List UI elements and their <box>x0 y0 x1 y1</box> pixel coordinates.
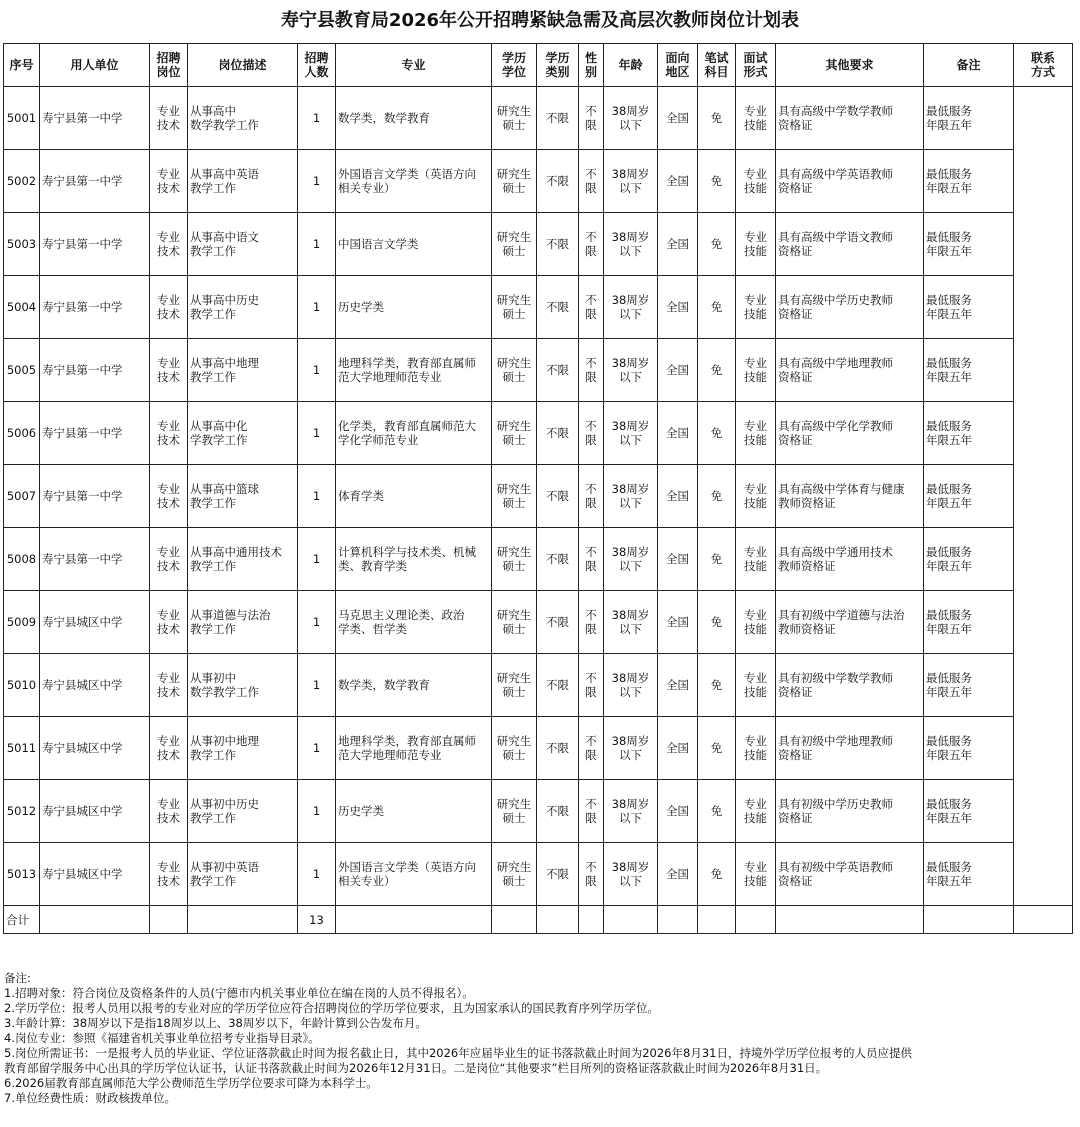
header-gender: 性 别 <box>579 44 604 87</box>
note-cell: 最低服务 年限五年 <box>924 780 1014 843</box>
age-cell: 38周岁 以下 <box>604 339 658 402</box>
gender-cell: 不 限 <box>579 276 604 339</box>
desc-cell: 从事初中 数学教学工作 <box>188 654 298 717</box>
seq-cell: 5006 <box>4 402 40 465</box>
total-empty-cell <box>776 906 924 934</box>
header-other: 其他要求 <box>776 44 924 87</box>
table-row <box>4 213 1073 276</box>
recruitment-table <box>3 43 1073 934</box>
major-cell: 外国语言文学类（英语方向 相关专业） <box>336 843 492 906</box>
note-cell: 最低服务 年限五年 <box>924 843 1014 906</box>
major-cell: 计算机科学与技术类、机械 类、教育学类 <box>336 528 492 591</box>
degree-cat-cell: 不限 <box>537 717 579 780</box>
desc-cell: 从事初中历史 教学工作 <box>188 780 298 843</box>
notes-heading: 备注: <box>4 971 31 985</box>
desc-cell: 从事高中篮球 教学工作 <box>188 465 298 528</box>
region-cell: 全国 <box>658 591 698 654</box>
other-cell: 具有初级中学历史教师 资格证 <box>776 780 924 843</box>
age-cell: 38周岁 以下 <box>604 780 658 843</box>
count-cell: 1 <box>298 276 336 339</box>
written-cell: 免 <box>698 276 736 339</box>
table-row <box>4 87 1073 150</box>
major-cell: 马克思主义理论类、政治 学类、哲学类 <box>336 591 492 654</box>
degree-cell: 研究生 硕士 <box>492 717 537 780</box>
interview-cell: 专业 技能 <box>736 276 776 339</box>
other-cell: 具有高级中学体育与健康 教师资格证 <box>776 465 924 528</box>
note-cell: 最低服务 年限五年 <box>924 276 1014 339</box>
note-cell: 最低服务 年限五年 <box>924 591 1014 654</box>
region-cell: 全国 <box>658 87 698 150</box>
region-cell: 全国 <box>658 213 698 276</box>
age-cell: 38周岁 以下 <box>604 402 658 465</box>
unit-cell: 寿宁县城区中学 <box>40 780 150 843</box>
header-degree: 学历 学位 <box>492 44 537 87</box>
note-cell: 最低服务 年限五年 <box>924 402 1014 465</box>
gender-cell: 不 限 <box>579 150 604 213</box>
interview-cell: 专业 技能 <box>736 654 776 717</box>
note-line: 1.招聘对象：符合岗位及资格条件的人员(宁德市内机关事业单位在编在岗的人员不得报名）。 <box>4 986 474 1000</box>
region-cell: 全国 <box>658 465 698 528</box>
degree-cat-cell: 不限 <box>537 528 579 591</box>
interview-cell: 专业 技能 <box>736 528 776 591</box>
header-interview: 面试 形式 <box>736 44 776 87</box>
unit-cell: 寿宁县城区中学 <box>40 843 150 906</box>
gender-cell: 不 限 <box>579 654 604 717</box>
interview-cell: 专业 技能 <box>736 402 776 465</box>
seq-cell: 5005 <box>4 339 40 402</box>
major-cell: 历史学类 <box>336 276 492 339</box>
gender-cell: 不 限 <box>579 213 604 276</box>
region-cell: 全国 <box>658 339 698 402</box>
page-title: 寿宁县教育局2026年公开招聘紧缺急需及高层次教师岗位计划表 <box>280 10 800 31</box>
unit-cell: 寿宁县第一中学 <box>40 213 150 276</box>
desc-cell: 从事高中语文 教学工作 <box>188 213 298 276</box>
header-major: 专业 <box>336 44 492 87</box>
note-line: 2.学历学位：报考人员用以报考的专业对应的学历学位应符合招聘岗位的学历学位要求，且为国家承认的国民教育序列学历学位。 <box>4 1001 659 1015</box>
age-cell: 38周岁 以下 <box>604 528 658 591</box>
interview-cell: 专业 技能 <box>736 213 776 276</box>
note-line: 6.2026届教育部直属师范大学公费师范生学历学位要求可降为本科学士。 <box>4 1076 378 1090</box>
other-cell: 具有高级中学地理教师 资格证 <box>776 339 924 402</box>
table-row <box>4 717 1073 780</box>
written-cell: 免 <box>698 528 736 591</box>
degree-cell: 研究生 硕士 <box>492 213 537 276</box>
other-cell: 具有初级中学数学教师 资格证 <box>776 654 924 717</box>
unit-cell: 寿宁县第一中学 <box>40 402 150 465</box>
total-empty-cell <box>537 906 579 934</box>
count-cell: 1 <box>298 654 336 717</box>
other-cell: 具有高级中学英语教师 资格证 <box>776 150 924 213</box>
desc-cell: 从事高中历史 教学工作 <box>188 276 298 339</box>
desc-cell: 从事高中英语 教学工作 <box>188 150 298 213</box>
unit-cell: 寿宁县城区中学 <box>40 591 150 654</box>
degree-cat-cell: 不限 <box>537 465 579 528</box>
age-cell: 38周岁 以下 <box>604 843 658 906</box>
total-empty-cell <box>698 906 736 934</box>
region-cell: 全国 <box>658 402 698 465</box>
degree-cat-cell: 不限 <box>537 87 579 150</box>
post-type-cell: 专业 技术 <box>150 528 188 591</box>
other-cell: 具有高级中学化学教师 资格证 <box>776 402 924 465</box>
interview-cell: 专业 技能 <box>736 465 776 528</box>
interview-cell: 专业 技能 <box>736 780 776 843</box>
table-body <box>4 87 1073 934</box>
degree-cell: 研究生 硕士 <box>492 780 537 843</box>
other-cell: 具有高级中学通用技术 教师资格证 <box>776 528 924 591</box>
desc-cell: 从事高中通用技术 教学工作 <box>188 528 298 591</box>
region-cell: 全国 <box>658 780 698 843</box>
notes-section <box>4 971 1074 1106</box>
header-unit: 用人单位 <box>40 44 150 87</box>
desc-cell: 从事高中地理 教学工作 <box>188 339 298 402</box>
desc-cell: 从事初中地理 教学工作 <box>188 717 298 780</box>
unit-cell: 寿宁县第一中学 <box>40 150 150 213</box>
region-cell: 全国 <box>658 654 698 717</box>
unit-cell: 寿宁县城区中学 <box>40 717 150 780</box>
post-type-cell: 专业 技术 <box>150 843 188 906</box>
written-cell: 免 <box>698 150 736 213</box>
seq-cell: 5003 <box>4 213 40 276</box>
gender-cell: 不 限 <box>579 717 604 780</box>
total-empty-cell <box>492 906 537 934</box>
written-cell: 免 <box>698 465 736 528</box>
major-cell: 地理科学类，教育部直属师 范大学地理师范专业 <box>336 717 492 780</box>
desc-cell: 从事道德与法治 教学工作 <box>188 591 298 654</box>
seq-cell: 5010 <box>4 654 40 717</box>
header-note: 备注 <box>924 44 1014 87</box>
note-cell: 最低服务 年限五年 <box>924 339 1014 402</box>
written-cell: 免 <box>698 843 736 906</box>
header-post-type: 招聘 岗位 <box>150 44 188 87</box>
other-cell: 具有初级中学地理教师 资格证 <box>776 717 924 780</box>
post-type-cell: 专业 技术 <box>150 465 188 528</box>
degree-cell: 研究生 硕士 <box>492 87 537 150</box>
region-cell: 全国 <box>658 276 698 339</box>
total-row <box>4 906 1073 934</box>
total-empty-cell <box>579 906 604 934</box>
written-cell: 免 <box>698 87 736 150</box>
major-cell: 地理科学类，教育部直属师 范大学地理师范专业 <box>336 339 492 402</box>
degree-cat-cell: 不限 <box>537 276 579 339</box>
written-cell: 免 <box>698 402 736 465</box>
table-row <box>4 780 1073 843</box>
interview-cell: 专业 技能 <box>736 591 776 654</box>
count-cell: 1 <box>298 780 336 843</box>
total-empty-cell <box>336 906 492 934</box>
count-cell: 1 <box>298 843 336 906</box>
post-type-cell: 专业 技术 <box>150 87 188 150</box>
note-line: 5.岗位所需证书：一是报考人员的毕业证、学位证落款截止时间为报名截止日，其中2026年应届毕业生的证书落款截止时间为2026年8月31日，持境外学历学位报考的人员应提供 教育部留学服务中心出具的学历学位认证书，认证书落款截止时间为2026年12月31日。二是岗位“其他要求”栏目所列的资格证落款截止时间为2026年8月31日。 <box>4 1046 912 1075</box>
gender-cell: 不 限 <box>579 339 604 402</box>
written-cell: 免 <box>698 591 736 654</box>
table-row <box>4 591 1073 654</box>
header-age: 年龄 <box>604 44 658 87</box>
degree-cat-cell: 不限 <box>537 654 579 717</box>
seq-cell: 5002 <box>4 150 40 213</box>
note-cell: 最低服务 年限五年 <box>924 150 1014 213</box>
gender-cell: 不 限 <box>579 780 604 843</box>
note-line: 7.单位经费性质：财政核拨单位。 <box>4 1091 176 1105</box>
total-empty-cell <box>40 906 150 934</box>
gender-cell: 不 限 <box>579 528 604 591</box>
count-cell: 1 <box>298 465 336 528</box>
age-cell: 38周岁 以下 <box>604 465 658 528</box>
degree-cell: 研究生 硕士 <box>492 591 537 654</box>
age-cell: 38周岁 以下 <box>604 717 658 780</box>
degree-cell: 研究生 硕士 <box>492 276 537 339</box>
total-empty-cell <box>924 906 1014 934</box>
table-row <box>4 276 1073 339</box>
gender-cell: 不 限 <box>579 465 604 528</box>
seq-cell: 5004 <box>4 276 40 339</box>
total-empty-cell <box>188 906 298 934</box>
unit-cell: 寿宁县第一中学 <box>40 87 150 150</box>
degree-cell: 研究生 硕士 <box>492 402 537 465</box>
interview-cell: 专业 技能 <box>736 87 776 150</box>
post-type-cell: 专业 技术 <box>150 717 188 780</box>
gender-cell: 不 限 <box>579 402 604 465</box>
age-cell: 38周岁 以下 <box>604 150 658 213</box>
post-type-cell: 专业 技术 <box>150 276 188 339</box>
degree-cell: 研究生 硕士 <box>492 465 537 528</box>
note-line: 4.岗位专业：参照《福建省机关事业单位招考专业指导目录》。 <box>4 1031 320 1045</box>
count-cell: 1 <box>298 717 336 780</box>
table-row <box>4 528 1073 591</box>
age-cell: 38周岁 以下 <box>604 654 658 717</box>
post-type-cell: 专业 技术 <box>150 402 188 465</box>
desc-cell: 从事高中化 学教学工作 <box>188 402 298 465</box>
other-cell: 具有初级中学道德与法治 教师资格证 <box>776 591 924 654</box>
header-seq: 序号 <box>4 44 40 87</box>
written-cell: 免 <box>698 717 736 780</box>
other-cell: 具有高级中学历史教师 资格证 <box>776 276 924 339</box>
degree-cell: 研究生 硕士 <box>492 150 537 213</box>
header-desc: 岗位描述 <box>188 44 298 87</box>
major-cell: 外国语言文学类（英语方向 相关专业） <box>336 150 492 213</box>
unit-cell: 寿宁县城区中学 <box>40 654 150 717</box>
post-type-cell: 专业 技术 <box>150 339 188 402</box>
contact-cell <box>1014 87 1073 906</box>
table-row <box>4 843 1073 906</box>
table-row <box>4 339 1073 402</box>
desc-cell: 从事高中 数学教学工作 <box>188 87 298 150</box>
unit-cell: 寿宁县第一中学 <box>40 339 150 402</box>
total-empty-cell <box>658 906 698 934</box>
table-header-row <box>4 44 1073 87</box>
seq-cell: 5008 <box>4 528 40 591</box>
interview-cell: 专业 技能 <box>736 717 776 780</box>
region-cell: 全国 <box>658 528 698 591</box>
post-type-cell: 专业 技术 <box>150 591 188 654</box>
major-cell: 数学类，数学教育 <box>336 654 492 717</box>
gender-cell: 不 限 <box>579 591 604 654</box>
region-cell: 全国 <box>658 717 698 780</box>
table-row <box>4 150 1073 213</box>
count-cell: 1 <box>298 339 336 402</box>
total-empty-cell <box>1014 906 1073 934</box>
major-cell: 历史学类 <box>336 780 492 843</box>
header-region: 面向 地区 <box>658 44 698 87</box>
seq-cell: 5013 <box>4 843 40 906</box>
age-cell: 38周岁 以下 <box>604 276 658 339</box>
post-type-cell: 专业 技术 <box>150 213 188 276</box>
note-cell: 最低服务 年限五年 <box>924 528 1014 591</box>
note-cell: 最低服务 年限五年 <box>924 654 1014 717</box>
post-type-cell: 专业 技术 <box>150 780 188 843</box>
degree-cat-cell: 不限 <box>537 780 579 843</box>
interview-cell: 专业 技能 <box>736 150 776 213</box>
degree-cell: 研究生 硕士 <box>492 339 537 402</box>
age-cell: 38周岁 以下 <box>604 87 658 150</box>
total-empty-cell <box>150 906 188 934</box>
unit-cell: 寿宁县第一中学 <box>40 276 150 339</box>
age-cell: 38周岁 以下 <box>604 213 658 276</box>
note-cell: 最低服务 年限五年 <box>924 87 1014 150</box>
seq-cell: 5009 <box>4 591 40 654</box>
seq-cell: 5012 <box>4 780 40 843</box>
degree-cell: 研究生 硕士 <box>492 654 537 717</box>
note-line: 3.年龄计算：38周岁以下是指18周岁以上、38周岁以下，年龄计算到公告发布月。 <box>4 1016 427 1030</box>
count-cell: 1 <box>298 213 336 276</box>
written-cell: 免 <box>698 654 736 717</box>
post-type-cell: 专业 技术 <box>150 654 188 717</box>
degree-cat-cell: 不限 <box>537 339 579 402</box>
note-cell: 最低服务 年限五年 <box>924 465 1014 528</box>
region-cell: 全国 <box>658 150 698 213</box>
degree-cell: 研究生 硕士 <box>492 843 537 906</box>
header-written: 笔试 科目 <box>698 44 736 87</box>
degree-cat-cell: 不限 <box>537 150 579 213</box>
note-cell: 最低服务 年限五年 <box>924 213 1014 276</box>
table-row <box>4 465 1073 528</box>
degree-cat-cell: 不限 <box>537 213 579 276</box>
other-cell: 具有高级中学数学教师 资格证 <box>776 87 924 150</box>
age-cell: 38周岁 以下 <box>604 591 658 654</box>
total-empty-cell <box>736 906 776 934</box>
seq-cell: 5011 <box>4 717 40 780</box>
degree-cat-cell: 不限 <box>537 591 579 654</box>
header-degree-cat: 学历 类别 <box>537 44 579 87</box>
written-cell: 免 <box>698 339 736 402</box>
header-count: 招聘 人数 <box>298 44 336 87</box>
interview-cell: 专业 技能 <box>736 339 776 402</box>
degree-cell: 研究生 硕士 <box>492 528 537 591</box>
major-cell: 化学类，教育部直属师范大 学化学师范专业 <box>336 402 492 465</box>
written-cell: 免 <box>698 213 736 276</box>
degree-cat-cell: 不限 <box>537 843 579 906</box>
table-row <box>4 402 1073 465</box>
major-cell: 体育学类 <box>336 465 492 528</box>
unit-cell: 寿宁县第一中学 <box>40 465 150 528</box>
gender-cell: 不 限 <box>579 87 604 150</box>
other-cell: 具有初级中学英语教师 资格证 <box>776 843 924 906</box>
seq-cell: 5001 <box>4 87 40 150</box>
desc-cell: 从事初中英语 教学工作 <box>188 843 298 906</box>
note-cell: 最低服务 年限五年 <box>924 717 1014 780</box>
post-type-cell: 专业 技术 <box>150 150 188 213</box>
major-cell: 数学类，数学教育 <box>336 87 492 150</box>
interview-cell: 专业 技能 <box>736 843 776 906</box>
count-cell: 1 <box>298 87 336 150</box>
table-row <box>4 654 1073 717</box>
seq-cell: 5007 <box>4 465 40 528</box>
header-contact: 联系 方式 <box>1014 44 1073 87</box>
unit-cell: 寿宁县第一中学 <box>40 528 150 591</box>
count-cell: 1 <box>298 528 336 591</box>
degree-cat-cell: 不限 <box>537 402 579 465</box>
gender-cell: 不 限 <box>579 843 604 906</box>
total-count: 13 <box>298 906 336 934</box>
total-label: 合计 <box>4 906 40 934</box>
count-cell: 1 <box>298 402 336 465</box>
count-cell: 1 <box>298 591 336 654</box>
other-cell: 具有高级中学语文教师 资格证 <box>776 213 924 276</box>
total-empty-cell <box>604 906 658 934</box>
region-cell: 全国 <box>658 843 698 906</box>
written-cell: 免 <box>698 780 736 843</box>
count-cell: 1 <box>298 150 336 213</box>
major-cell: 中国语言文学类 <box>336 213 492 276</box>
